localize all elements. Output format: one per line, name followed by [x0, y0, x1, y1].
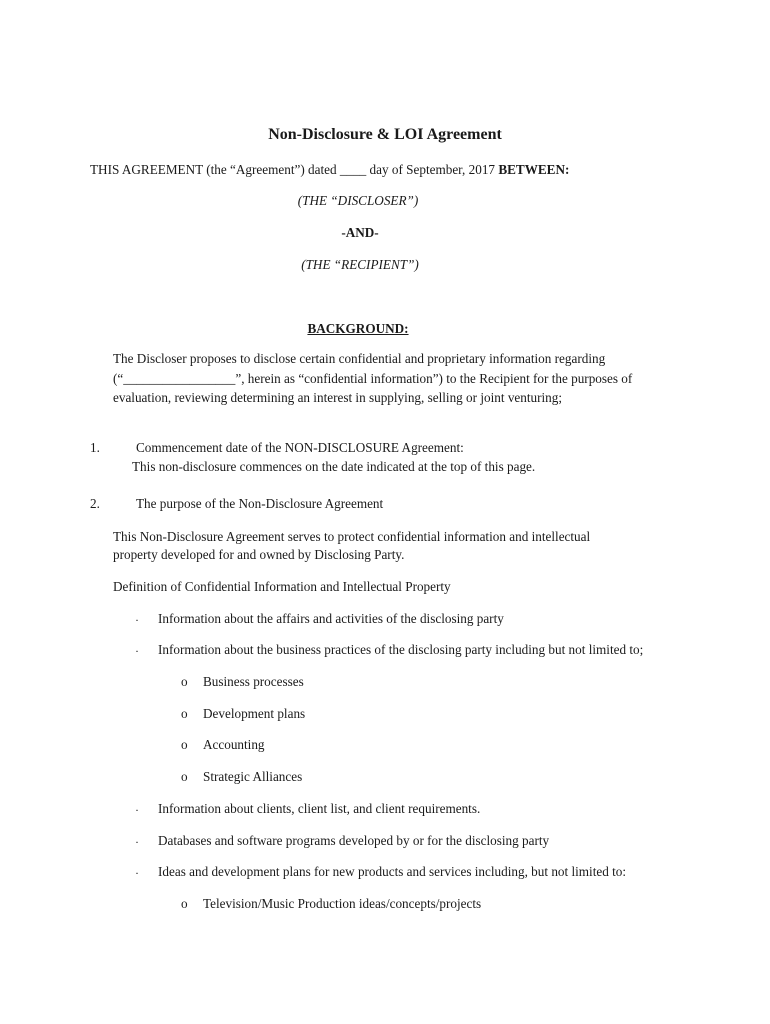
background-line-3: evaluation, reviewing determining an interest in supplying, selling or joint venturing; — [113, 390, 563, 405]
discloser-party: (THE “DISCLOSER”) — [297, 193, 419, 208]
intro-between: BETWEEN: — [498, 162, 570, 177]
bullet-marker: · — [135, 613, 139, 627]
bullet-marker: · — [135, 835, 139, 849]
background-line-2: (“_________________”, herein as “confidential information”) to the Recipient for the purposes of — [113, 371, 633, 386]
bullet-item-4: Databases and software programs developed by or for the disclosing party — [158, 833, 550, 848]
section-1-body: This non-disclosure commences on the date indicated at the top of this page. — [132, 459, 536, 474]
section-2-heading: The purpose of the Non-Disclosure Agreement — [136, 496, 384, 511]
recipient-party: (THE “RECIPIENT”) — [301, 257, 419, 272]
section-1-number: 1. — [90, 440, 100, 455]
sub-bullet-marker: o — [181, 737, 188, 752]
bullet-item-2: Information about the business practices of the disclosing party including but not limited to; — [158, 642, 644, 657]
sub-bullet-marker: o — [181, 896, 188, 911]
background-line-1: The Discloser proposes to disclose certain confidential and proprietary information regarding — [113, 351, 606, 366]
sub-bullet-item: Business processes — [203, 674, 304, 689]
bullet-item-3: Information about clients, client list, and client requirements. — [158, 801, 481, 816]
definition-heading: Definition of Confidential Information and Intellectual Property — [113, 579, 451, 594]
and-separator: -AND- — [341, 225, 379, 240]
sub-bullet-marker: o — [181, 674, 188, 689]
sub-bullet-item: Television/Music Production ideas/concepts/projects — [203, 896, 482, 911]
bullet-item-1: Information about the affairs and activities of the disclosing party — [158, 611, 504, 626]
bullet-marker: · — [135, 803, 139, 817]
section-2-para-line-1: This Non-Disclosure Agreement serves to protect confidential information and intellectual — [113, 529, 591, 544]
background-heading: BACKGROUND: — [307, 321, 409, 336]
sub-bullet-marker: o — [181, 769, 188, 784]
intro-text: THIS AGREEMENT (the “Agreement”) dated ____ day of September, 2017 — [90, 162, 499, 177]
sub-bullet-marker: o — [181, 706, 188, 721]
section-1-heading: Commencement date of the NON-DISCLOSURE Agreement: — [136, 440, 464, 455]
section-2-number: 2. — [90, 496, 100, 511]
bullet-item-5: Ideas and development plans for new products and services including, but not limited to: — [158, 864, 627, 879]
sub-bullet-item: Strategic Alliances — [203, 769, 303, 784]
bullet-marker: · — [135, 644, 139, 658]
sub-bullet-item: Accounting — [203, 737, 265, 752]
document-title: Non-Disclosure & LOI Agreement — [268, 126, 502, 143]
section-2-para-line-2: property developed for and owned by Disclosing Party. — [113, 547, 405, 562]
intro-line — [90, 161, 569, 179]
bullet-marker: · — [135, 866, 139, 880]
sub-bullet-item: Development plans — [203, 706, 306, 721]
